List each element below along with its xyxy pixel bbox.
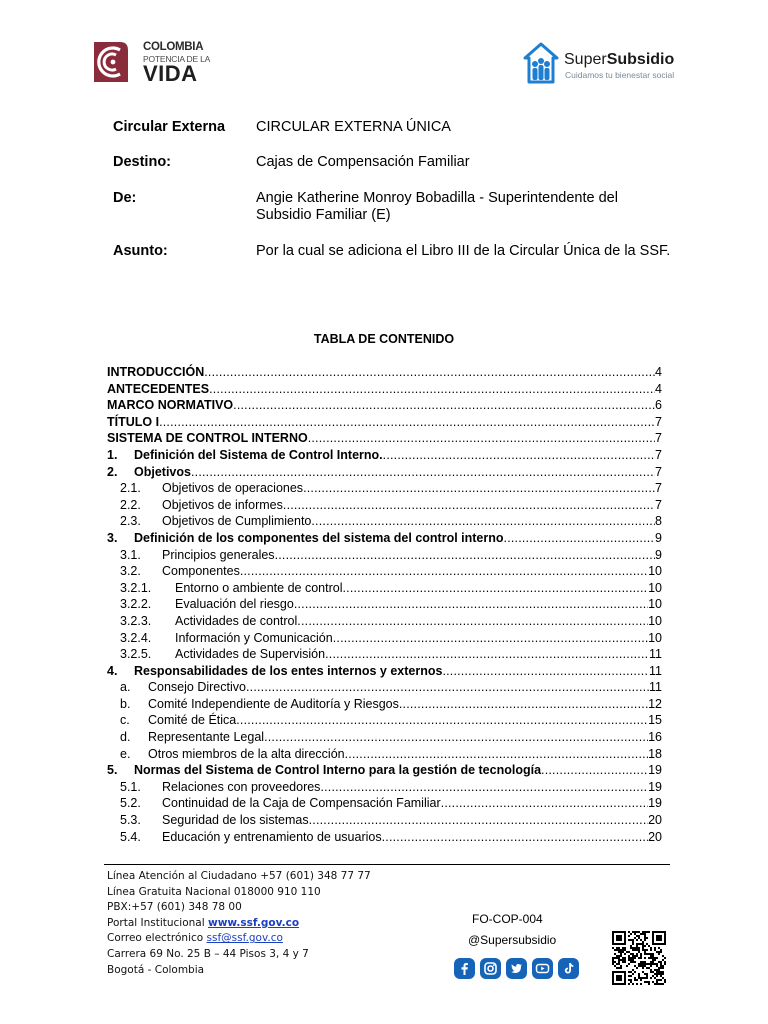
toc-dot-leader	[382, 829, 649, 846]
house-people-icon	[522, 42, 560, 86]
meta-key: De:	[113, 190, 137, 206]
toc-entry[interactable]	[107, 679, 662, 696]
social-icons	[454, 958, 579, 979]
toc-entry-page: 4	[655, 365, 662, 379]
toc-entry[interactable]	[107, 696, 662, 713]
toc-entry-label: Representante Legal	[148, 730, 265, 745]
toc-entry[interactable]	[107, 364, 662, 381]
toc-entry-label: MARCO NORMATIVO	[107, 398, 234, 413]
toc-entry-page: 18	[648, 746, 662, 761]
supersubsidio-brand: SuperSubsidio	[564, 51, 675, 68]
toc-dot-leader	[297, 613, 648, 630]
youtube-icon[interactable]	[532, 958, 553, 979]
toc-entry-page: 4	[655, 381, 662, 396]
toc-dot-leader	[342, 580, 648, 597]
toc-entry-label: Objetivos de operaciones	[162, 481, 304, 496]
toc-entry[interactable]	[107, 547, 662, 564]
meta-value: CIRCULAR EXTERNA ÚNICA	[256, 119, 451, 135]
toc-entry-label: INTRODUCCIÓN	[107, 365, 205, 379]
toc-entry[interactable]	[107, 630, 662, 647]
toc-entry-label: Información y Comunicación	[175, 630, 333, 645]
toc-entry-number: 3.2.4.	[120, 630, 152, 645]
toc-entry-number: d.	[120, 730, 131, 745]
toc-dot-leader	[399, 696, 648, 713]
footer-city: Bogotá - Colombia	[107, 963, 205, 976]
toc-entry[interactable]	[107, 646, 662, 663]
toc-entry-page: 19	[648, 796, 662, 811]
toc-entry-page: 11	[649, 680, 662, 695]
toc-entry[interactable]	[107, 779, 662, 796]
toc-entry[interactable]	[107, 596, 662, 613]
meta-key: Circular Externa	[113, 119, 226, 135]
toc-entry-label: Otros miembros de la alta dirección	[148, 746, 345, 761]
toc-entry[interactable]	[107, 563, 662, 580]
toc-dot-leader	[236, 712, 648, 729]
meta-value: Angie Katherine Monroy Bobadilla - Superintendente del Subsidio Familiar (E)	[256, 190, 618, 223]
toc-entry-label: Continuidad de la Caja de Compensación Familiar	[162, 796, 441, 811]
meta-key: Asunto:	[113, 243, 168, 259]
toc-entry-label: Relaciones con proveedores	[162, 779, 321, 794]
toc-entry-number: 3.	[107, 530, 118, 545]
toc-entry-page: 20	[648, 829, 662, 844]
toc-entry-page: 11	[649, 647, 662, 662]
toc-entry-page: 10	[648, 613, 662, 628]
toc-entry-number: e.	[120, 746, 131, 761]
toc-entry[interactable]	[107, 663, 662, 680]
toc-entry-number: 3.2.5.	[120, 647, 152, 662]
toc-entry[interactable]	[107, 746, 662, 763]
toc-dot-leader	[283, 497, 655, 514]
toc-entry-page: 7	[655, 464, 662, 479]
footer-contact	[107, 869, 371, 978]
toc-entry-number: 5.3.	[120, 813, 141, 828]
toc-entry-number: 3.2.3.	[120, 613, 152, 628]
toc-entry-number: b.	[120, 696, 131, 711]
toc-entry-number: 5.	[107, 763, 118, 778]
toc-dot-leader	[441, 795, 648, 812]
footer-portal: Portal Institucional www.ssf.gov.co	[107, 916, 300, 929]
toc-entry-number: 5.4.	[120, 829, 141, 844]
colombia-logo-subtext: POTENCIA DE LA	[143, 54, 211, 64]
meta-key: Destino:	[113, 154, 171, 170]
toc-entry-number: 1.	[107, 447, 118, 462]
toc-entry-page: 7	[655, 497, 662, 512]
footer-divider	[104, 864, 670, 865]
toc-dot-leader	[294, 596, 648, 613]
toc-entry-number: 2.2.	[120, 497, 141, 512]
toc-entry-number: 3.1.	[120, 547, 141, 562]
footer-line-pbx: PBX:+57 (601) 348 78 00	[107, 901, 242, 914]
toc-entry-page: 7	[655, 414, 662, 429]
toc-entry-page: 10	[648, 630, 662, 645]
toc-entry-label: TÍTULO I	[107, 414, 160, 429]
colombia-logo-mark-icon	[90, 40, 130, 84]
social-handle: @Supersubsidio	[468, 933, 557, 947]
toc-entry-number: 3.2.1.	[120, 580, 152, 595]
toc-entry-page: 11	[649, 663, 662, 678]
facebook-icon[interactable]	[454, 958, 475, 979]
toc-entry-label: Comité Independiente de Auditoría y Riesgos	[148, 696, 399, 711]
toc-dot-leader	[275, 547, 655, 564]
table-of-contents	[107, 364, 662, 845]
toc-entry-page: 19	[648, 763, 662, 778]
twitter-icon[interactable]	[506, 958, 527, 979]
instagram-icon[interactable]	[480, 958, 501, 979]
meta-value: Cajas de Compensación Familiar	[256, 154, 470, 170]
footer-address: Carrera 69 No. 25 B – 44 Pisos 3, 4 y 7	[107, 947, 309, 960]
toc-entry-label: Objetivos de informes	[162, 497, 283, 512]
toc-entry-page: 20	[648, 813, 662, 828]
toc-entry-label: Evaluación del riesgo	[175, 597, 294, 612]
toc-entry-label: Componentes	[162, 564, 240, 579]
toc-entry[interactable]	[107, 430, 662, 447]
toc-dot-leader	[345, 746, 648, 763]
toc-entry[interactable]	[107, 464, 662, 481]
toc-entry-page: 8	[655, 514, 662, 529]
toc-dot-leader	[204, 364, 655, 381]
toc-dot-leader	[159, 414, 655, 431]
toc-entry-label: Normas del Sistema de Control Interno para la gestión de tecnología	[134, 763, 542, 778]
toc-entry-number: 2.3.	[120, 514, 141, 529]
tiktok-icon[interactable]	[558, 958, 579, 979]
supersubsidio-tagline: Cuidamos tu bienestar social	[565, 70, 675, 80]
toc-dot-leader	[233, 397, 655, 414]
toc-dot-leader	[303, 480, 655, 497]
toc-dot-leader	[246, 679, 649, 696]
toc-entry-label: ANTECEDENTES	[107, 381, 210, 396]
toc-dot-leader	[209, 381, 655, 398]
colombia-logo-text: COLOMBIA	[143, 41, 204, 53]
footer-line-atencion: Línea Atención al Ciudadano +57 (601) 348 77 77	[107, 870, 371, 882]
toc-entry-number: 2.	[107, 464, 118, 479]
email-link[interactable]: ssf@ssf.gov.co	[206, 932, 283, 945]
toc-entry-page: 12	[648, 696, 662, 711]
toc-entry[interactable]	[107, 414, 662, 431]
toc-entry-label: Responsabilidades de los entes internos y externos	[134, 663, 443, 678]
toc-entry-page: 10	[648, 580, 662, 595]
toc-entry-label: SISTEMA DE CONTROL INTERNO	[107, 431, 308, 446]
toc-entry-label: Actividades de control	[175, 613, 298, 628]
supersubsidio-logo	[522, 42, 688, 86]
toc-dot-leader	[320, 779, 648, 796]
toc-entry-label: Objetivos de Cumplimiento	[162, 514, 312, 529]
toc-dot-leader	[541, 762, 648, 779]
toc-entry[interactable]	[107, 447, 662, 464]
toc-dot-leader	[442, 663, 649, 680]
toc-dot-leader	[333, 630, 648, 647]
toc-dot-leader	[383, 447, 655, 464]
qr-code-icon	[612, 931, 666, 985]
toc-entry-number: 4.	[107, 663, 118, 678]
toc-entry-label: Principios generales	[162, 547, 275, 562]
toc-entry-label: Definición de los componentes del sistema del control interno	[134, 530, 504, 545]
toc-entry[interactable]	[107, 497, 662, 514]
toc-entry-label: Definición del Sistema de Control Interno.	[134, 447, 383, 462]
toc-entry-number: 2.1.	[120, 481, 141, 496]
toc-dot-leader	[325, 646, 649, 663]
footer-email: Correo electrónico ssf@ssf.gov.co	[107, 932, 283, 945]
toc-entry-label: Objetivos	[134, 464, 191, 479]
colombia-logo-vida: VIDA	[143, 61, 198, 86]
toc-entry-label: Seguridad de los sistemas	[162, 813, 309, 828]
toc-entry[interactable]	[107, 729, 662, 746]
toc-entry-page: 7	[655, 431, 662, 446]
toc-dot-leader	[311, 513, 655, 530]
toc-entry-page: 15	[648, 713, 662, 728]
toc-entry-label: Comité de Ética	[148, 713, 237, 728]
toc-dot-leader	[308, 430, 655, 447]
toc-entry-label: Educación y entrenamiento de usuarios	[162, 829, 382, 844]
toc-entry[interactable]	[107, 795, 662, 812]
toc-entry-page: 7	[655, 481, 662, 496]
toc-entry-number: a.	[120, 680, 131, 695]
toc-entry[interactable]	[107, 829, 662, 846]
toc-entry-number: 3.2.2.	[120, 597, 152, 612]
toc-entry-page: 9	[655, 547, 662, 562]
toc-entry[interactable]	[107, 397, 662, 414]
toc-dot-leader	[191, 464, 655, 481]
toc-entry[interactable]	[107, 812, 662, 829]
toc-entry-page: 16	[648, 730, 662, 745]
toc-entry-label: Consejo Directivo	[148, 680, 246, 695]
toc-entry-page: 7	[655, 447, 662, 462]
toc-entry-number: 3.2.	[120, 564, 141, 579]
toc-entry-number: 5.1.	[120, 779, 141, 794]
form-code: FO-COP-004	[472, 912, 543, 926]
toc-entry-page: 6	[655, 398, 662, 413]
colombia-logo	[90, 40, 211, 86]
toc-entry-page: 19	[648, 779, 662, 794]
toc-entry-label: Actividades de Supervisión	[175, 647, 326, 662]
toc-entry-page: 9	[655, 530, 662, 545]
toc-entry[interactable]	[107, 580, 662, 597]
toc-title: TABLA DE CONTENIDO	[313, 332, 455, 346]
toc-entry[interactable]	[107, 480, 662, 497]
toc-entry[interactable]	[107, 381, 662, 398]
toc-entry-label: Entorno o ambiente de control	[175, 580, 343, 595]
toc-entry[interactable]	[107, 712, 662, 729]
footer-line-gratuita: Línea Gratuita Nacional 018000 910 110	[107, 885, 321, 898]
toc-entry-number: 5.2.	[120, 796, 141, 811]
toc-entry[interactable]	[107, 513, 662, 530]
toc-entry[interactable]	[107, 530, 662, 547]
portal-link[interactable]: www.ssf.gov.co	[208, 916, 300, 929]
meta-value: Por la cual se adiciona el Libro III de la Circular Única de la SSF.	[256, 243, 671, 259]
toc-entry-number: c.	[120, 713, 130, 728]
toc-dot-leader	[240, 563, 648, 580]
toc-entry[interactable]	[107, 762, 662, 779]
toc-dot-leader	[309, 812, 648, 829]
toc-dot-leader	[264, 729, 648, 746]
toc-entry[interactable]	[107, 613, 662, 630]
toc-entry-page: 10	[648, 564, 662, 579]
toc-entry-page: 10	[648, 597, 662, 612]
toc-dot-leader	[504, 530, 656, 547]
